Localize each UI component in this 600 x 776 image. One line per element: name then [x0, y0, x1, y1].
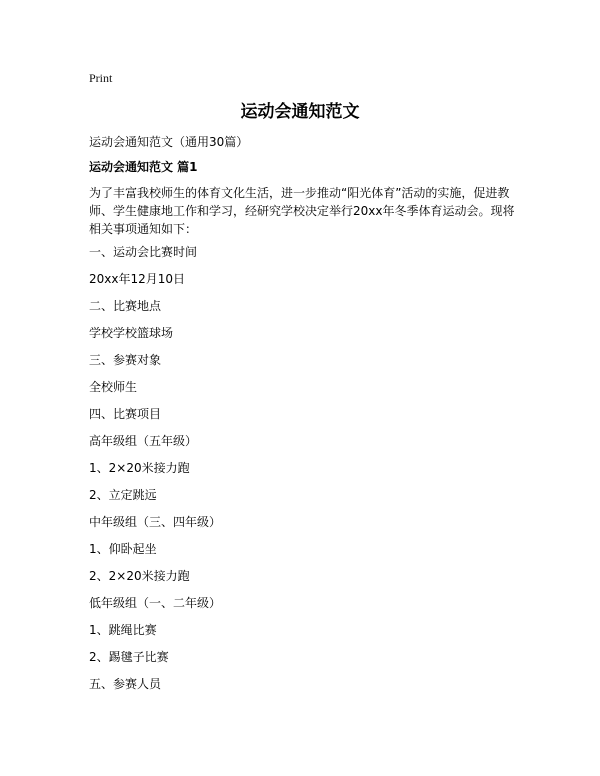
list-item: 五、参赛人员: [89, 677, 162, 691]
document-subtitle: 运动会通知范文（通用30篇）: [89, 135, 249, 149]
list-item: 全校师生: [89, 380, 138, 394]
section-heading: 运动会通知范文 篇1: [89, 160, 198, 174]
list-item: 高年级组（五年级）: [89, 434, 198, 448]
list-item: 1、仰卧起坐: [89, 542, 157, 556]
document-title: 运动会通知范文: [240, 102, 360, 122]
print-label: Print: [89, 71, 113, 85]
list-item: 1、2×20米接力跑: [89, 461, 190, 475]
list-item: 低年级组（一、二年级）: [89, 596, 222, 610]
list-item: 一、运动会比赛时间: [89, 245, 198, 259]
list-item: 2、踢毽子比赛: [89, 650, 169, 664]
list-item: 20xx年12月10日: [89, 272, 186, 286]
list-item: 三、参赛对象: [89, 353, 162, 367]
list-item: 2、2×20米接力跑: [89, 569, 190, 583]
list-item: 二、比赛地点: [89, 299, 162, 313]
list-item: 1、跳绳比赛: [89, 623, 157, 637]
list-item: 2、立定跳远: [89, 488, 157, 502]
notice-items: [89, 243, 221, 702]
list-item: 四、比赛项目: [89, 407, 162, 421]
list-item: 中年级组（三、四年级）: [89, 515, 222, 529]
intro-paragraph: 为了丰富我校师生的体育文化生活，进一步推动“阳光体育”活动的实施，促进教师、学生健康地工作和学习，经研究学校决定举行20xx年冬季体育运动会。现将相关事项通知如下：: [89, 186, 515, 236]
list-item: 学校学校篮球场: [89, 326, 174, 340]
